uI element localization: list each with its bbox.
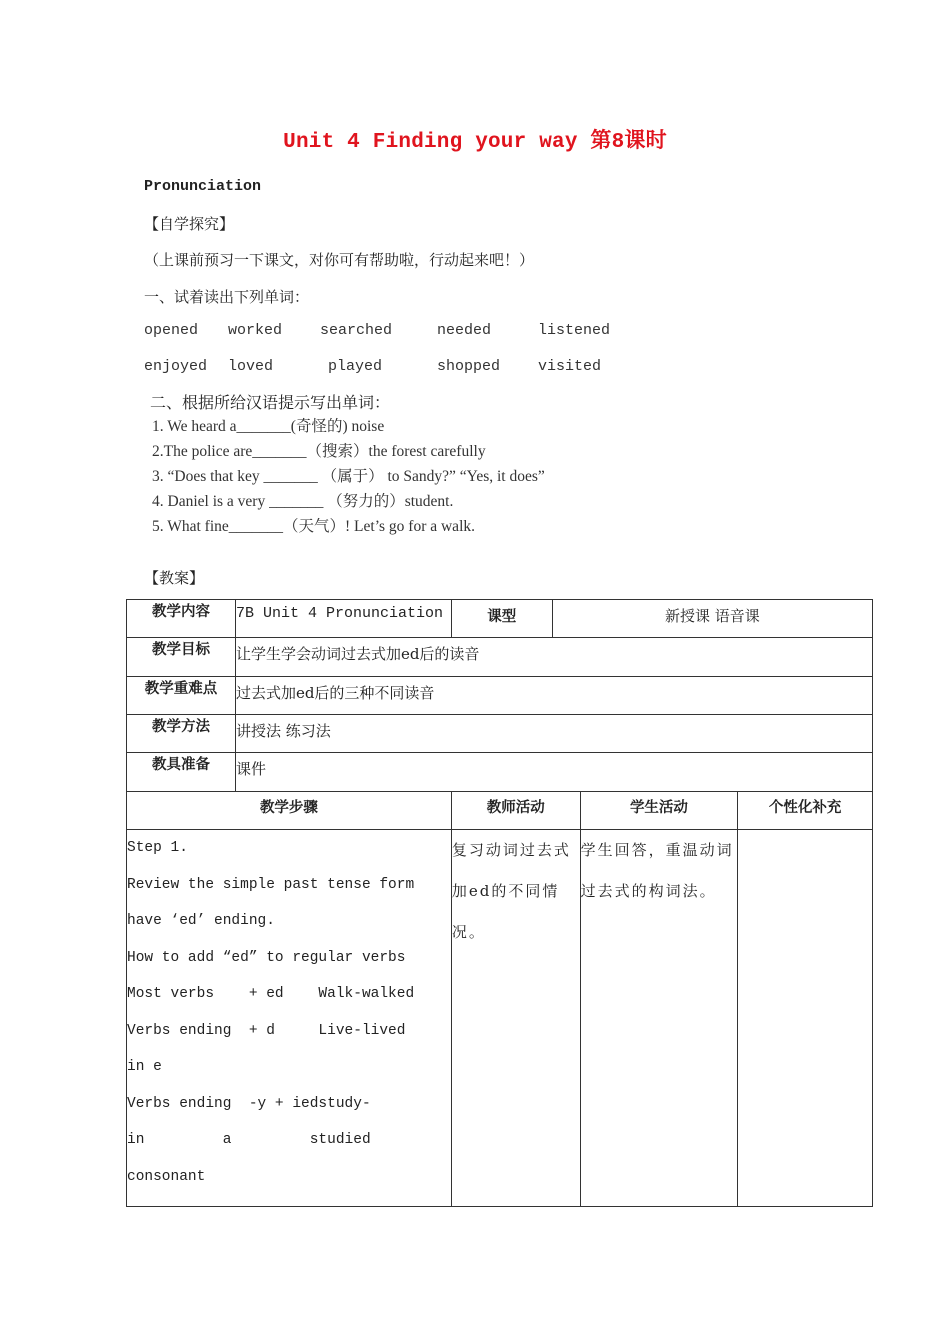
step-line: Verbs ending + d Live-lived	[127, 1022, 406, 1039]
word-item: searched	[320, 322, 393, 339]
step-line: consonant	[127, 1168, 206, 1185]
lesson-plan-heading: 【教案】	[144, 569, 205, 587]
part2-title: 二、根据所给汉语提示写出单词：	[150, 393, 391, 412]
key-label: 教学重难点	[127, 677, 236, 715]
word-item: shopped	[437, 358, 501, 375]
step-line: in e	[127, 1059, 162, 1075]
tools-label: 教具准备	[127, 753, 236, 792]
col-student-header: 学生活动	[580, 792, 738, 830]
step-line: Verbs ending -y + iedstudy-	[127, 1095, 371, 1112]
teacher-activity: 复习动词过去式加ed的不同情况。	[451, 830, 580, 1207]
word-item: enjoyed	[144, 358, 208, 375]
content-value: 7B Unit 4 Pronunciation	[235, 600, 451, 638]
self-study-heading: 【自学探究】	[144, 215, 235, 233]
fill-item: 4. Daniel is a very _______ （努力的）student.	[152, 493, 454, 510]
fill-item: 2.The police are_______（搜索）the forest carefully	[152, 443, 486, 460]
word-item: played	[328, 358, 383, 375]
page-title: Unit 4 Finding your way 第8课时	[283, 131, 667, 154]
tools-value: 课件	[235, 753, 872, 792]
method-label: 教学方法	[127, 715, 236, 753]
content-label: 教学内容	[127, 600, 236, 638]
goal-label: 教学目标	[127, 638, 236, 677]
word-item: opened	[144, 322, 199, 339]
method-value: 讲授法 练习法	[235, 715, 872, 753]
key-value: 过去式加ed后的三种不同读音	[235, 677, 872, 715]
lesson-plan-table	[126, 599, 873, 1207]
word-item: listened	[538, 322, 611, 339]
part1-title: 一、试着读出下列单词：	[144, 288, 310, 306]
self-study-note: （上课前预习一下课文，对你可有帮助啦，行动起来吧！）	[144, 251, 535, 269]
word-item: needed	[437, 322, 492, 339]
word-item: visited	[538, 358, 602, 375]
step-line: have ‘ed’ ending.	[127, 913, 275, 929]
col-steps-header: 教学步骤	[127, 792, 452, 830]
step-line: in a studied	[127, 1132, 371, 1148]
step-line: Step 1.	[127, 840, 188, 856]
type-label: 课型	[451, 600, 552, 638]
type-value: 新授课 语音课	[552, 600, 872, 638]
col-teacher-header: 教师活动	[451, 792, 580, 830]
section-label: Pronunciation	[144, 178, 262, 195]
col-extra-header: 个性化补充	[738, 792, 873, 830]
fill-item: 3. “Does that key _______ （属于） to Sandy?” “Yes, it does”	[152, 468, 545, 485]
word-item: worked	[228, 322, 283, 339]
step-line: Review the simple past tense form	[127, 876, 415, 893]
step-line: How to add “ed” to regular verbs	[127, 949, 406, 966]
steps-cell	[127, 830, 452, 1207]
student-activity: 学生回答，重温动词过去式的构词法。	[580, 830, 738, 1207]
fill-item: 5. What fine_______（天气）! Let’s go for a walk.	[152, 518, 475, 535]
word-item: loved	[228, 358, 274, 375]
fill-item: 1. We heard a_______(奇怪的) noise	[152, 418, 385, 435]
goal-value: 让学生学会动词过去式加ed后的读音	[235, 638, 872, 677]
step-line: Most verbs + ed Walk-walked	[127, 986, 415, 1002]
extra-cell	[738, 830, 873, 1207]
